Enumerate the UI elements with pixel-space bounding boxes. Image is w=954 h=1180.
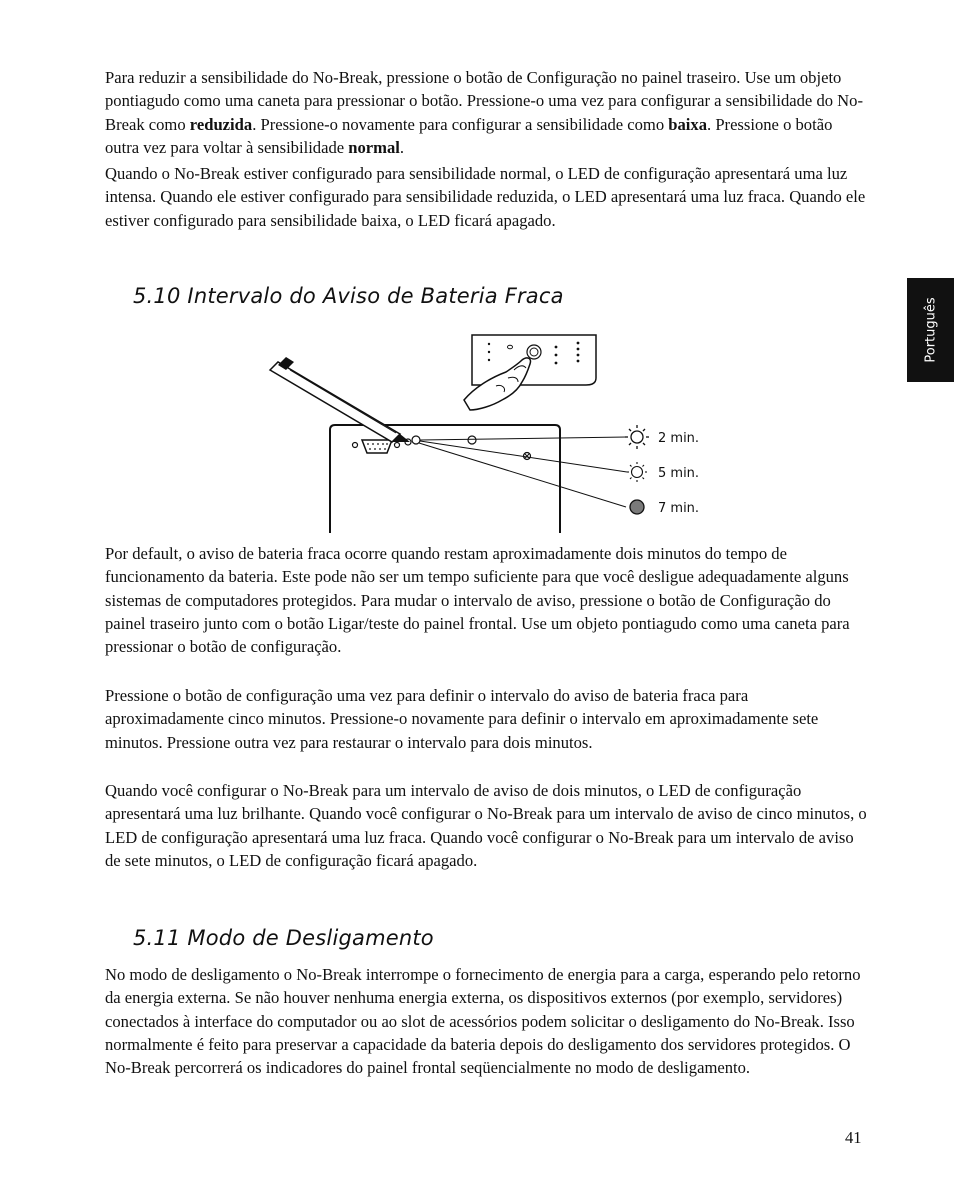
section-5-10-paragraph-3: Quando você configurar o No-Break para um intervalo de aviso de dois minutos, o LED de configuração apresentará uma luz brilhante. Quando você configurar o No-Break para um intervalo de aviso de cinco minutos, o LED de configuração apresentará uma luz fraca. Quando você configurar o No-Break para um intervalo de aviso de sete minutos, o LED de configuração ficará apagado. [105, 781, 867, 870]
intro-paragraph-1 [105, 66, 870, 159]
bold-term-reduzida: reduzida [189, 114, 253, 134]
section-heading-5-11: 5.11 Modo de Desligamento [133, 926, 434, 950]
breaker-icon [524, 453, 531, 460]
bold-term-baixa: baixa [668, 114, 708, 134]
section-5-10-paragraph-2: Pressione o botão de configuração uma vez para definir o intervalo do aviso de bateria fraca para aproximadamente cinco minutos. Pressione-o novamente para definir o intervalo em aproximadamente sete minutos. Pressione outra vez para restaurar o intervalo para dois minutos. [105, 686, 819, 752]
config-led-icon [412, 436, 420, 444]
page-number: 41 [845, 1128, 862, 1147]
screw-icon [395, 443, 400, 448]
pen-icon [270, 357, 410, 442]
port-icon [468, 436, 476, 444]
led-off-icon [630, 500, 644, 514]
led-dim-icon [627, 462, 647, 482]
config-button-diagram [260, 330, 720, 535]
section-heading-5-10: 5.10 Intervalo do Aviso de Bateria Fraca [133, 284, 564, 308]
section-5-11-paragraph-1: No modo de desligamento o No-Break interrompe o fornecimento de energia para a carga, esperando pelo retorno da energia externa. Se não houver nenhuma energia externa, os dispositivos externos (por exemplo, servidores) conectados à interface do computador ou ao slot de acessórios podem solicitar o desligamento do No-Break. Isso normalmente é feito para preservar a capacidade da bateria depois do desligamento dos servidores protegidos. O No-Break percorrerá os indicadores do painel frontal seqüencialmente no modo de desligamento. [105, 965, 861, 1078]
text-run: Para reduzir a sensibilidade do No-Break, pressione o botão de Configuração no painel traseiro. Use um objeto pontiagudo como uma caneta para pressionar o botão. Pressione-o uma vez para configurar a sensibilidade do No-Break como [105, 68, 863, 134]
front-panel-inset [472, 335, 596, 385]
leader-line [420, 437, 627, 440]
language-tab-label: Português [923, 297, 938, 363]
led-label-5-min: 5 min. [658, 466, 700, 481]
leader-line [420, 441, 627, 472]
leader-line [419, 443, 626, 507]
text-run: . Pressione-o novamente para configurar a sensibilidade como [252, 114, 669, 134]
led-bright-icon [625, 425, 649, 449]
led-label-7-min: 7 min. [658, 501, 700, 516]
section-5-10-paragraph-1: Por default, o aviso de bateria fraca ocorre quando restam aproximadamente dois minutos do tempo de funcionamento da bateria. Este pode não ser um tempo suficiente para que você desligue adequadamente alguns sistemas de computadores protegidos. Para mudar o intervalo de aviso, pressione o botão de Configuração do painel traseiro junto com o botão Ligar/teste do painel frontal. Use um objeto pontiagudo como uma caneta para pressionar o botão de configuração. [105, 544, 850, 657]
bold-term-normal: normal [348, 137, 400, 157]
intro-paragraph-2: Quando o No-Break estiver configurado para sensibilidade normal, o LED de configuração apresentará uma luz intensa. Quando ele estiver configurado para sensibilidade reduzida, o LED apresentará uma luz fraca. Quando ele estiver configurado para sensibilidade baixa, o LED ficará apagado. [105, 164, 866, 230]
text-run: . Pressione o botão outra vez para voltar à sensibilidade [105, 114, 833, 157]
text-run: . [399, 137, 405, 157]
serial-port-icon [362, 440, 392, 453]
screw-icon [353, 443, 358, 448]
led-label-2-min: 2 min. [658, 431, 700, 446]
language-tab [907, 278, 954, 382]
